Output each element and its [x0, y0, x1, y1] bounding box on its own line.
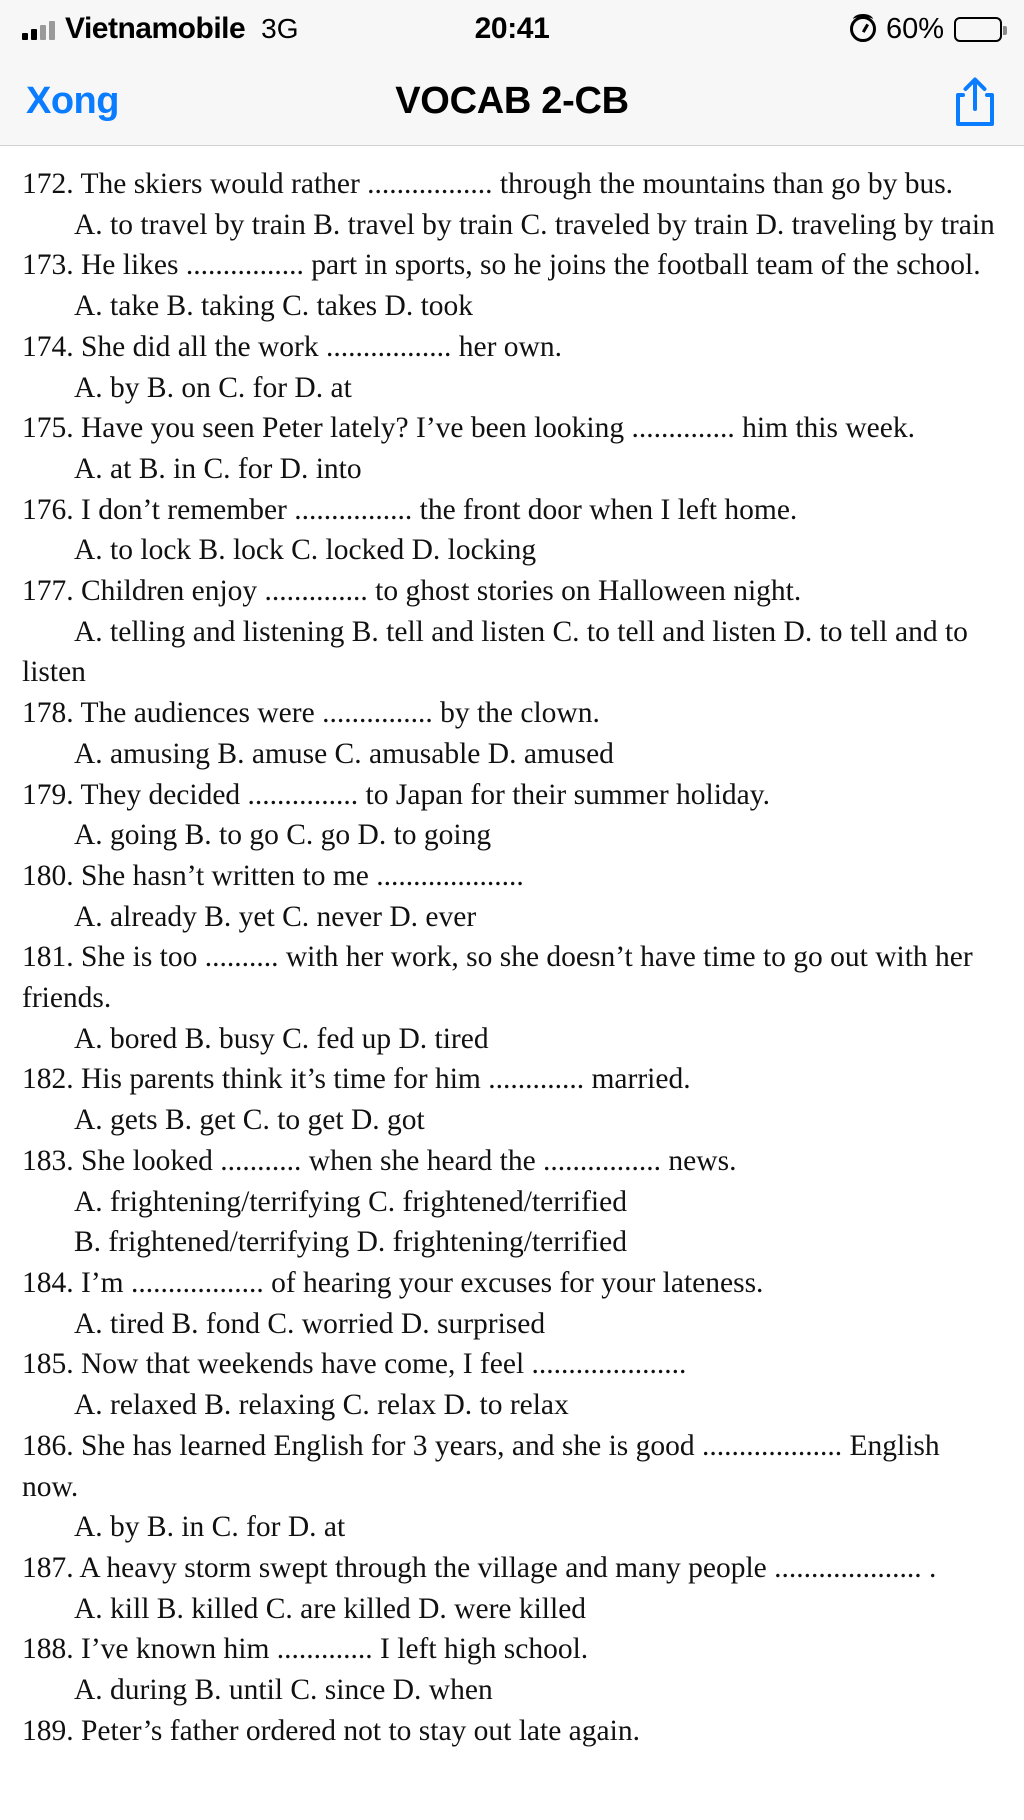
- question-block: [22, 1344, 1002, 1425]
- question-block: [22, 693, 1002, 774]
- battery-percent-label: 60%: [885, 12, 944, 45]
- alarm-clock-icon: [850, 16, 876, 42]
- question-prompt: 179. They decided ............... to Japan for their summer holiday.: [22, 778, 770, 811]
- question-block: [22, 490, 1002, 571]
- battery-icon: [954, 17, 1002, 42]
- answer-options-row: A. by B. in C. for D. at: [74, 1511, 346, 1544]
- question-block: [22, 1059, 1002, 1140]
- question-block: [22, 1548, 1002, 1629]
- question-block: [22, 775, 1002, 856]
- network-type-label: 3G: [261, 13, 299, 44]
- question-prompt: 175. Have you seen Peter lately? I’ve been looking .............. him this week.: [22, 412, 915, 445]
- answer-options-row: A. by B. on C. for D. at: [74, 371, 352, 404]
- question-block: [22, 571, 1002, 693]
- status-bar: [0, 0, 1024, 58]
- question-prompt: 174. She did all the work ................. her own.: [22, 330, 562, 363]
- answer-options-row: A. going B. to go C. go D. to going: [74, 819, 492, 852]
- page-title: VOCAB 2-CB: [395, 80, 629, 122]
- question-prompt: 189. Peter’s father ordered not to stay out late again.: [22, 1714, 640, 1747]
- question-prompt: 183. She looked ........... when she heard the ................ news.: [22, 1144, 737, 1177]
- question-prompt: 173. He likes ................ part in sports, so he joins the football team of the school.: [22, 249, 981, 282]
- share-icon[interactable]: [952, 76, 998, 128]
- question-prompt: 176. I don’t remember ................ the front door when I left home.: [22, 493, 798, 526]
- answer-options-row: A. tired B. fond C. worried D. surprised: [74, 1307, 546, 1340]
- question-block: [22, 1263, 1002, 1344]
- question-prompt: 188. I’ve known him ............. I left high school.: [22, 1633, 589, 1666]
- status-bar-right: [850, 13, 1002, 46]
- question-prompt: 187. A heavy storm swept through the village and many people .................... .: [22, 1551, 937, 1584]
- question-block: [22, 1711, 1002, 1752]
- question-prompt: 181. She is too .......... with her work, so she doesn’t have time to go out with her friends.: [22, 941, 973, 1015]
- question-block: [22, 856, 1002, 937]
- question-prompt: 182. His parents think it’s time for him ............. married.: [22, 1063, 691, 1096]
- question-block: [22, 408, 1002, 489]
- clock-label: 20:41: [474, 12, 550, 45]
- document-content[interactable]: [0, 146, 1024, 1751]
- answer-options-row: B. frightened/terrifying D. frightening/terrified: [74, 1226, 627, 1259]
- answer-options-row: A. already B. yet C. never D. ever: [74, 900, 477, 933]
- question-list: [22, 164, 1002, 1751]
- answer-options-row: A. to lock B. lock C. locked D. locking: [74, 534, 537, 567]
- question-block: [22, 1426, 1002, 1548]
- answer-options-row: A. frightening/terrifying C. frightened/terrified: [74, 1185, 627, 1218]
- answer-options-row: A. take B. taking C. takes D. took: [74, 290, 474, 323]
- status-bar-left: [22, 12, 299, 46]
- question-prompt: 178. The audiences were ............... by the clown.: [22, 697, 600, 730]
- question-prompt: 180. She hasn’t written to me ....................: [22, 859, 524, 892]
- question-prompt: 177. Children enjoy .............. to ghost stories on Halloween night.: [22, 575, 802, 608]
- answer-options-row: A. gets B. get C. to get D. got: [74, 1104, 425, 1137]
- question-prompt: 186. She has learned English for 3 years, and she is good ................... English now.: [22, 1429, 940, 1503]
- answer-options-row: A. during B. until C. since D. when: [74, 1674, 493, 1707]
- navigation-bar: [0, 58, 1024, 146]
- done-button[interactable]: Xong: [26, 80, 119, 122]
- answer-options-row: A. relaxed B. relaxing C. relax D. to relax: [74, 1389, 569, 1422]
- question-block: [22, 937, 1002, 1059]
- question-prompt: 184. I’m .................. of hearing your excuses for your lateness.: [22, 1266, 764, 1299]
- question-block: [22, 164, 1002, 245]
- answer-options-row: A. bored B. busy C. fed up D. tired: [74, 1022, 489, 1055]
- question-block: [22, 1629, 1002, 1710]
- answer-options-row: A. telling and listening B. tell and listen C. to tell and listen D. to tell and to listen: [22, 615, 968, 689]
- question-block: [22, 245, 1002, 326]
- signal-bars-icon: [22, 18, 55, 40]
- answer-options-row: A. amusing B. amuse C. amusable D. amused: [74, 737, 614, 770]
- answer-options-row: A. kill B. killed C. are killed D. were killed: [74, 1592, 587, 1625]
- question-prompt: 185. Now that weekends have come, I feel .....................: [22, 1348, 687, 1381]
- answer-options-row: A. at B. in C. for D. into: [74, 452, 362, 485]
- question-block: [22, 1141, 1002, 1263]
- question-prompt: 172. The skiers would rather ................. through the mountains than go by bus.: [22, 168, 954, 200]
- question-block: [22, 327, 1002, 408]
- answer-options-row: A. to travel by train B. travel by train C. traveled by train D. traveling by train: [74, 208, 995, 241]
- carrier-label: Vietnamobile: [65, 12, 246, 45]
